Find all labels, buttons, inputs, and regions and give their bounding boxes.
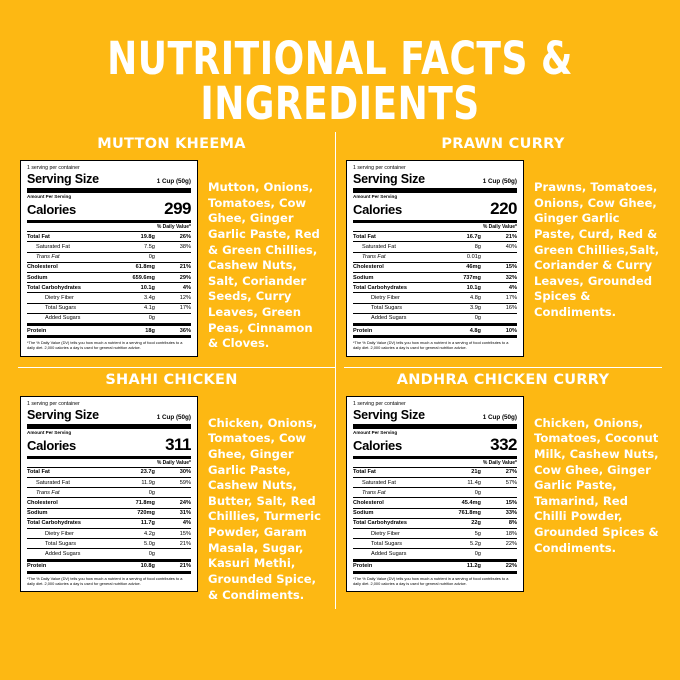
table-row: Total Fat 19.8g 26%: [27, 232, 191, 242]
serving-per-container: 1 serving per container: [353, 165, 406, 171]
table-row: Protein 4.8g 10%: [353, 327, 517, 334]
ingredients-text: Chicken, Onions, Tomatoes, Coconut Milk, Cashew Nuts, Cow Ghee, Ginger Garlic Paste, Tamarind, Red Chilli Powder, Grounded Spices & Condiments.: [534, 415, 659, 555]
dish-name: PRAWN CURRY: [441, 136, 565, 152]
table-row: Saturated Fat 11.9g 59%: [27, 478, 191, 488]
table-row: Trans Fat 0.01g: [353, 252, 517, 262]
serving-size-label: Serving Size: [27, 407, 99, 422]
table-row: Protein 10.8g 21%: [27, 563, 191, 570]
amount-per-serving-label: Amount Per Serving: [353, 194, 398, 200]
ingredients-text: Prawns, Tomatoes, Onions, Cow Ghee, Ginger Garlic Paste, Curd, Red & Green Chillies,Salt, Coriander & Curry Leaves, Grounded Spices & Condiments.: [534, 180, 660, 320]
serving-size-label: Serving Size: [353, 172, 425, 187]
table-row: Saturated Fat 7.5g 38%: [27, 242, 191, 252]
table-row: Total Fat 23.7g 30%: [27, 468, 191, 478]
daily-value-footnote: *The % Daily Value (DV) tells you how much a nutrient in a serving of food contributes to a daily diet. 2,000 calories a day is used for general nutrition advice.: [353, 335, 517, 351]
calories-value: 332: [490, 434, 517, 454]
daily-value-footnote: *The % Daily Value (DV) tells you how much a nutrient in a serving of food contributes to a daily diet. 2,000 calories a day is used for general nutrition advice.: [27, 571, 191, 587]
serving-size-value: 1 Cup (50g): [482, 413, 517, 421]
table-row: Saturated Fat 8g 40%: [353, 242, 517, 252]
calories-label: Calories: [27, 202, 76, 218]
nutrition-label: [346, 160, 524, 357]
table-row: Total Carbohydrates 10.1g 4%: [27, 283, 191, 293]
table-row: Added Sugars 0g: [353, 549, 517, 560]
daily-value-header: % Daily Value*: [353, 459, 517, 468]
calories-label: Calories: [353, 202, 402, 218]
table-row: Added Sugars 0g: [353, 313, 517, 324]
serving-size-label: Serving Size: [27, 172, 99, 187]
table-row: Added Sugars 0g: [27, 313, 191, 324]
dish-name: SHAHI CHICKEN: [105, 371, 238, 388]
serving-per-container: 1 serving per container: [27, 400, 80, 407]
nutrition-table: [353, 232, 517, 335]
table-row: Total Sugars 5.2g 22%: [353, 539, 517, 549]
table-row: Added Sugars 0g: [27, 549, 191, 560]
table-row: Total Sugars 3.9g 16%: [353, 303, 517, 313]
table-row: Sodium 659.6mg 29%: [27, 272, 191, 282]
dish-name: MUTTON KHEEMA: [97, 136, 246, 152]
dish-card-mutton-kheema: [18, 132, 336, 368]
table-row: Cholesterol 61.8mg 21%: [27, 262, 191, 272]
table-row: Dietry Fiber 3.4g 12%: [27, 293, 191, 303]
nutrition-table: [27, 232, 191, 335]
dish-name: ANDHRA CHICKEN CURRY: [396, 371, 610, 388]
table-row: Cholesterol 46mg 15%: [353, 262, 517, 272]
serving-size-value: 1 Cup (50g): [156, 178, 191, 186]
table-row: Dietry Fiber 4.2g 15%: [27, 529, 191, 539]
nutrition-label: [20, 160, 198, 357]
serving-size-label: Serving Size: [353, 407, 425, 422]
daily-value-footnote: *The % Daily Value (DV) tells you how much a nutrient in a serving of food contributes to a daily diet. 2,000 calories a day is used for general nutrition advice.: [353, 571, 517, 587]
calories-label: Calories: [27, 437, 76, 453]
dish-card-prawn-curry: [344, 132, 662, 368]
daily-value-header: % Daily Value*: [353, 223, 517, 232]
ingredients-text: Mutton, Onions, Tomatoes, Cow Ghee, Ginger Garlic Paste, Red & Green Chillies, Cashew Nuts, Salt, Coriander Seeds, Curry Leaves, Green Peas, Cinnamon & Cloves.: [208, 180, 320, 351]
calories-label: Calories: [353, 437, 402, 453]
page-title: NUTRITIONAL FACTS & INGREDIENTS: [107, 33, 573, 130]
serving-per-container: 1 serving per container: [353, 400, 406, 407]
nutrition-table: [353, 468, 517, 571]
daily-value-footnote: *The % Daily Value (DV) tells you how much a nutrient in a serving of food contributes to a daily diet. 2,000 calories a day is used for general nutrition advice.: [27, 335, 191, 351]
calories-value: 299: [164, 199, 191, 219]
table-row: Dietry Fiber 4.8g 17%: [353, 293, 517, 303]
daily-value-header: % Daily Value*: [27, 459, 191, 468]
table-row: Total Sugars 5.0g 21%: [27, 539, 191, 549]
serving-per-container: 1 serving per container: [27, 165, 80, 171]
amount-per-serving-label: Amount Per Serving: [27, 429, 72, 435]
amount-per-serving-label: Amount Per Serving: [27, 194, 72, 200]
table-row: Cholesterol 45.4mg 15%: [353, 498, 517, 508]
table-row: Protein 18g 36%: [27, 327, 191, 334]
serving-size-value: 1 Cup (50g): [156, 413, 191, 421]
table-row: Total Sugars 4.1g 17%: [27, 303, 191, 313]
table-row: Dietry Fiber 5g 18%: [353, 529, 517, 539]
table-row: Total Fat 16.7g 21%: [353, 232, 517, 242]
daily-value-header: % Daily Value*: [27, 223, 191, 232]
table-row: Total Fat 21g 27%: [353, 468, 517, 478]
table-row: Trans Fat 0g: [27, 488, 191, 498]
table-row: Cholesterol 71.8mg 24%: [27, 498, 191, 508]
nutrition-label: [346, 396, 524, 593]
table-row: Total Carbohydrates 11.7g 4%: [27, 518, 191, 528]
table-row: Protein 11.2g 22%: [353, 563, 517, 570]
calories-value: 220: [490, 199, 517, 219]
table-row: Trans Fat 0g: [27, 252, 191, 262]
serving-size-value: 1 Cup (50g): [482, 178, 517, 186]
table-row: Sodium 737mg 32%: [353, 272, 517, 282]
table-row: Total Carbohydrates 10.1g 4%: [353, 283, 517, 293]
table-row: Trans Fat 0g: [353, 488, 517, 498]
ingredients-text: Chicken, Onions, Tomatoes, Cow Ghee, Ginger Garlic Paste, Cashew Nuts, Butter, Salt, Red Chillies, Turmeric Powder, Garam Masala, Sugar, Kasuri Methi, Grounded Spice, & Condiments.: [208, 415, 321, 602]
nutrition-label: [20, 396, 198, 593]
dish-grid: [0, 132, 680, 609]
table-row: Saturated Fat 11.4g 57%: [353, 478, 517, 488]
calories-value: 311: [165, 434, 191, 454]
dish-card-shahi-chicken: [18, 368, 336, 610]
amount-per-serving-label: Amount Per Serving: [353, 429, 398, 435]
nutrition-table: [27, 468, 191, 571]
table-row: Sodium 720mg 31%: [27, 508, 191, 518]
table-row: Sodium 761.8mg 33%: [353, 508, 517, 518]
dish-card-andhra-chicken-curry: [344, 368, 662, 610]
table-row: Total Carbohydrates 22g 8%: [353, 518, 517, 528]
